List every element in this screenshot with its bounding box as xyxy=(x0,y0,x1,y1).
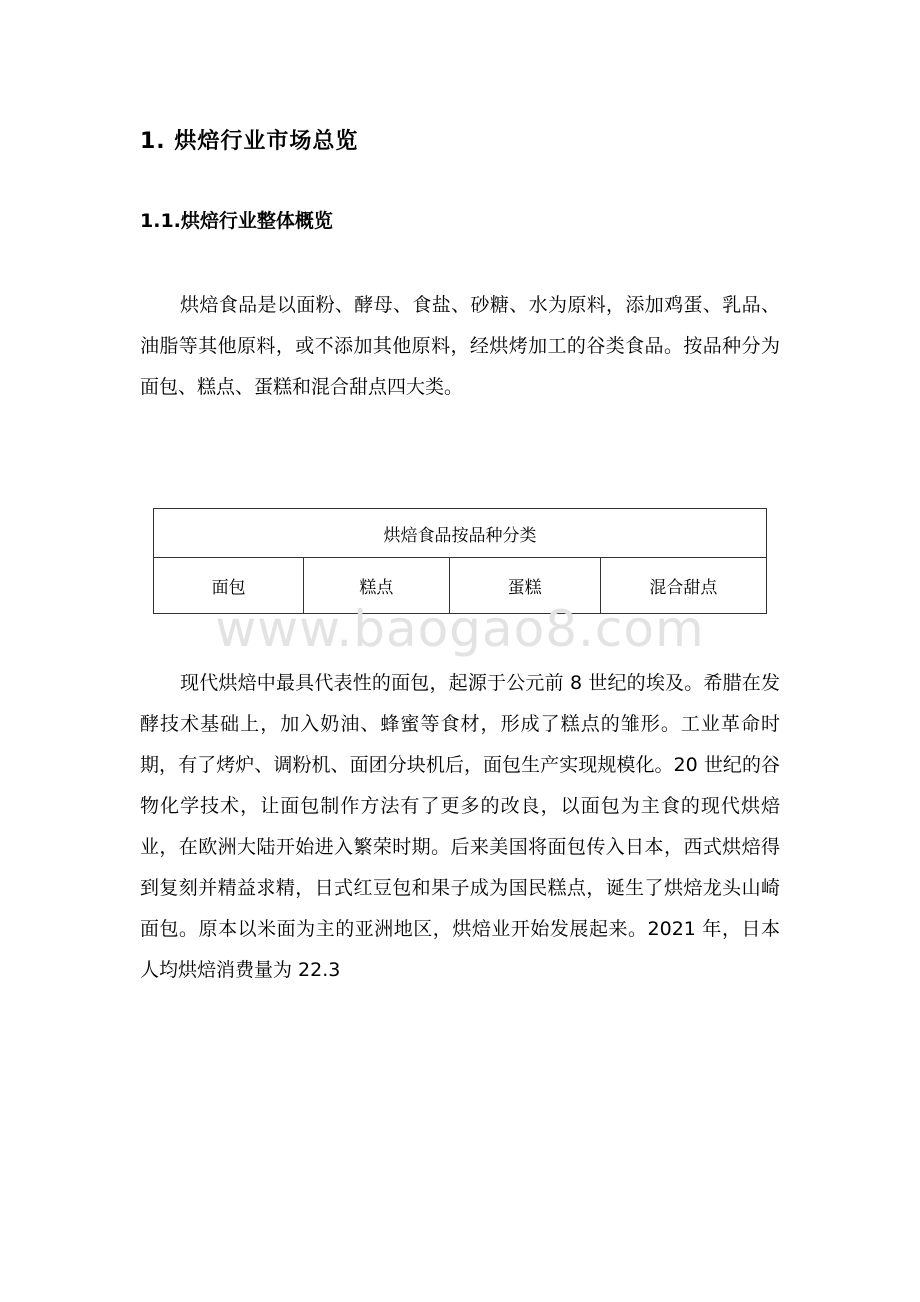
watermark: www.baogao8.com xyxy=(215,600,705,658)
history-paragraph: 现代烘焙中最具代表性的面包，起源于公元前 8 世纪的埃及。希腊在发酵技术基础上，加入奶油、蜂蜜等食材，形成了糕点的雏形。工业革命时期，有了烤炉、调粉机、面团分块机后，面包生产实现规模化。20 世纪的谷物化学技术，让面包制作方法有了更多的改良，以面包为主食的现代烘焙业，在欧洲大陆开始进入繁荣时期。后来美国将面包传入日本，西式烘焙得到复刻并精益求精，日式红豆包和果子成为国民糕点，诞生了烘焙龙头山崎面包。原本以米面为主的亚洲地区，烘焙业开始发展起来。2021 年，日本人均烘焙消费量为 22.3 xyxy=(140,672,780,981)
table-cell-mixed-dessert: 混合甜点 xyxy=(600,558,766,614)
intro-paragraph: 烘焙食品是以面粉、酵母、食盐、砂糖、水为原料，添加鸡蛋、乳品、油脂等其他原料，或不添加其他原料，经烘烤加工的谷类食品。按品种分为面包、糕点、蛋糕和混合甜点四大类。 xyxy=(140,294,780,398)
table-cell-bread: 面包 xyxy=(154,558,304,614)
table-title: 烘焙食品按品种分类 xyxy=(154,509,767,558)
subsection-heading: 1.1.烘焙行业整体概览 xyxy=(140,210,333,232)
table-cell-pastry: 糕点 xyxy=(304,558,449,614)
classification-table xyxy=(153,508,767,614)
table-cell-cake: 蛋糕 xyxy=(449,558,600,614)
section-heading: 1. 烘焙行业市场总览 xyxy=(140,129,359,154)
